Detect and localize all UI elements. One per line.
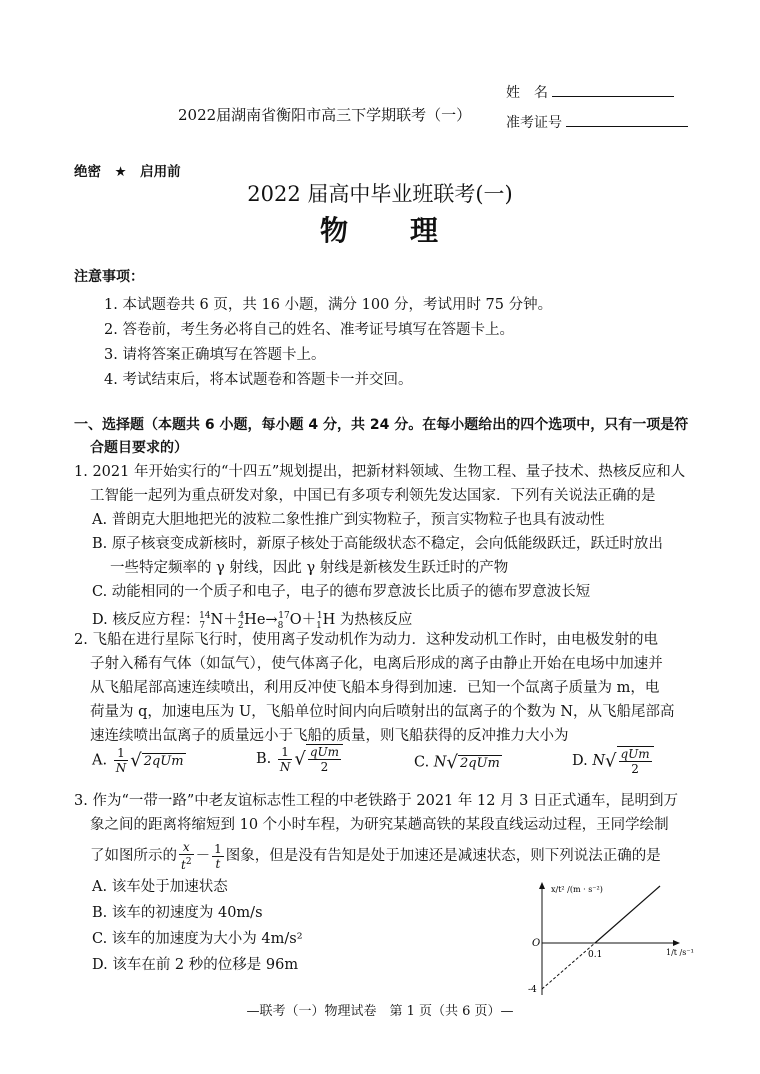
q3-line-1: 3. 作为“一带一路”中老友谊标志性工程的中老铁路于 2021 年 12 月 3 日正式通车，昆明到万	[74, 793, 678, 809]
origin-label: O	[532, 938, 541, 949]
notice-item-4: 4. 考试结束后，将本试题卷和答题卡一并交回。	[104, 372, 413, 388]
q2-line-4: 荷量为 q，加速电压为 U，飞船单位时间内向后喷射出的氙离子的个数为 N，从飞船尾部高	[90, 704, 675, 720]
x-axis-arrow-icon	[673, 940, 680, 946]
radicand: 2qUm	[459, 755, 500, 771]
q2-option-a: A. $\frac{1}{N}$ √ 2qUm	[92, 746, 184, 775]
q2-line-5: 速连续喷出氙离子的质量远小于飞船的质量，则飞船获得的反冲推力大小为	[90, 728, 569, 744]
q2-option-a-label: A.	[92, 752, 108, 769]
section1-heading-line2: 合题目要求的）	[90, 440, 188, 456]
var-n: N	[592, 753, 606, 769]
name-label-row	[506, 82, 674, 102]
exam-org: 2022届湖南省衡阳市高三下学期联考（一）	[178, 106, 472, 124]
notice-item-2: 2. 答卷前，考生务必将自己的姓名、准考证号填写在答题卡上。	[104, 322, 514, 338]
q1-option-b-line2: 一些特定频率的 γ 射线，因此 γ 射线是新核发生跃迁时的产物	[110, 560, 509, 576]
frac-den: N	[115, 761, 127, 775]
q2-line-1: 2. 飞船在进行星际飞行时，使用离子发动机作为动力．这种发动机工作时，由电极发射的电	[74, 632, 658, 648]
y-axis-arrow-icon	[539, 882, 545, 889]
q1-option-a: A. 普朗克大胆地把光的波粒二象性推广到实物粒子，预言实物粒子也具有波动性	[92, 512, 605, 528]
q2-option-c-label: C.	[414, 754, 430, 771]
q1-line-1: 1. 2021 年开始实行的“十四五”规划提出，把新材料领域、生物工程、量子技术、热核反应和人	[74, 464, 686, 480]
section1-heading-line1: 一、选择题（本题共 6 小题，每小题 4 分，共 24 分。在每小题给出的四个选项中，只有一项是符	[74, 417, 689, 433]
exam-title: 2022 届高中毕业班联考(一)	[247, 182, 513, 206]
var-n: N	[433, 754, 447, 771]
frac-num: 1	[114, 746, 129, 761]
x-tick-label: 0.1	[588, 950, 603, 960]
radicand-num: qUm	[309, 745, 340, 759]
radicand: 2qUm	[143, 753, 184, 769]
q2-line-3: 从飞船尾部高速连续喷出，利用反冲使飞船本身得到加速．已知一个氙离子质量为 m，电	[90, 680, 660, 696]
secret-label: 绝密 ★ 启用前	[74, 164, 181, 180]
q1-option-c: C. 动能相同的一个质子和电子，电子的德布罗意波长比质子的德布罗意波长短	[92, 584, 591, 600]
y-axis-label: x/t² /(m · s⁻²)	[551, 885, 603, 894]
q1-option-b-line1: B. 原子核衰变成新核时，新原子核处于高能级状态不稳定，会向低能级跃迁，跃迁时放出	[92, 536, 663, 552]
q1-option-d-suffix: 为热核反应	[335, 611, 413, 628]
name-blank	[552, 82, 674, 97]
q2-option-b: B. $\frac{1}{N}$ √ $\frac{\text{qUm}}{2}$	[256, 744, 343, 774]
notice-heading: 注意事项：	[74, 269, 144, 285]
q3-line-3-suffix: 图象，但是没有告知是处于加速还是减速状态，则下列说法正确的是	[225, 848, 661, 864]
q3-line-2: 象之间的距离将缩短到 10 个小时车程，为研究某趟高铁的某段直线运动过程，王同学绘制	[90, 817, 669, 833]
notice-item-1: 1. 本试题卷共 6 页，共 16 小题，满分 100 分，考试用时 75 分钟。	[104, 297, 553, 313]
id-label-row	[506, 112, 688, 132]
notice-item-3: 3. 请将答案正确填写在答题卡上。	[104, 347, 326, 363]
q1-line-2: 工智能一起列为重点研发对象，中国已有多项专利领先发达国家．下列有关说法正确的是	[90, 488, 656, 504]
q3-option-c: C. 该车的加速度为大小为 4m/s²	[92, 931, 303, 947]
q2-option-c: C. N√ 2qUm	[414, 752, 500, 773]
y-tick-label: -4	[528, 985, 537, 995]
q2-option-b-label: B.	[256, 751, 272, 767]
q3-option-a: A. 该车处于加速状态	[92, 879, 228, 895]
q3-option-d: D. 该车在前 2 秒的位移是 96m	[92, 957, 299, 973]
frac-den: N	[279, 759, 291, 774]
q3-line-3-prefix: 了如图所示的	[90, 848, 177, 864]
q2-option-d-label: D.	[572, 753, 588, 769]
graph-line	[595, 886, 660, 943]
nuclear-equation: $_7^{14}N+_2^4He\to_8^{17}O+_1^1H$	[199, 611, 336, 631]
radicand-den: 2	[631, 762, 639, 776]
q2-line-2: 子射入稀有气体（如氙气），使气体离子化，电离后形成的离子由静止开始在电场中加速并	[90, 656, 663, 672]
page-footer: —联考（一）物理试卷 第 1 页（共 6 页）—	[246, 1004, 514, 1019]
radicand-num: qUm	[620, 747, 650, 761]
q1-option-d-prefix: D. 核反应方程：	[92, 611, 200, 628]
radicand-den: 2	[320, 760, 329, 774]
id-blank	[566, 112, 688, 127]
frac-num: 1	[278, 745, 293, 760]
name-label: 姓 名	[506, 85, 548, 101]
q3-graph	[526, 880, 698, 1000]
subject-title: 物 理	[319, 214, 440, 247]
q3-line-3: 了如图所示的 $\frac{x}{t^2}$ － $\frac{1}{t}$ 图象，但是没有告知是处于加速还是减速状态，则下列说法正确的是	[90, 840, 661, 872]
x-axis-label: 1/t /s⁻¹	[666, 948, 694, 957]
q2-option-d: D. N√ $\frac{\text{qUm}}{2}$	[572, 746, 654, 776]
q3-option-b: B. 该车的初速度为 40m/s	[92, 905, 263, 921]
id-label: 准考证号	[506, 115, 562, 131]
